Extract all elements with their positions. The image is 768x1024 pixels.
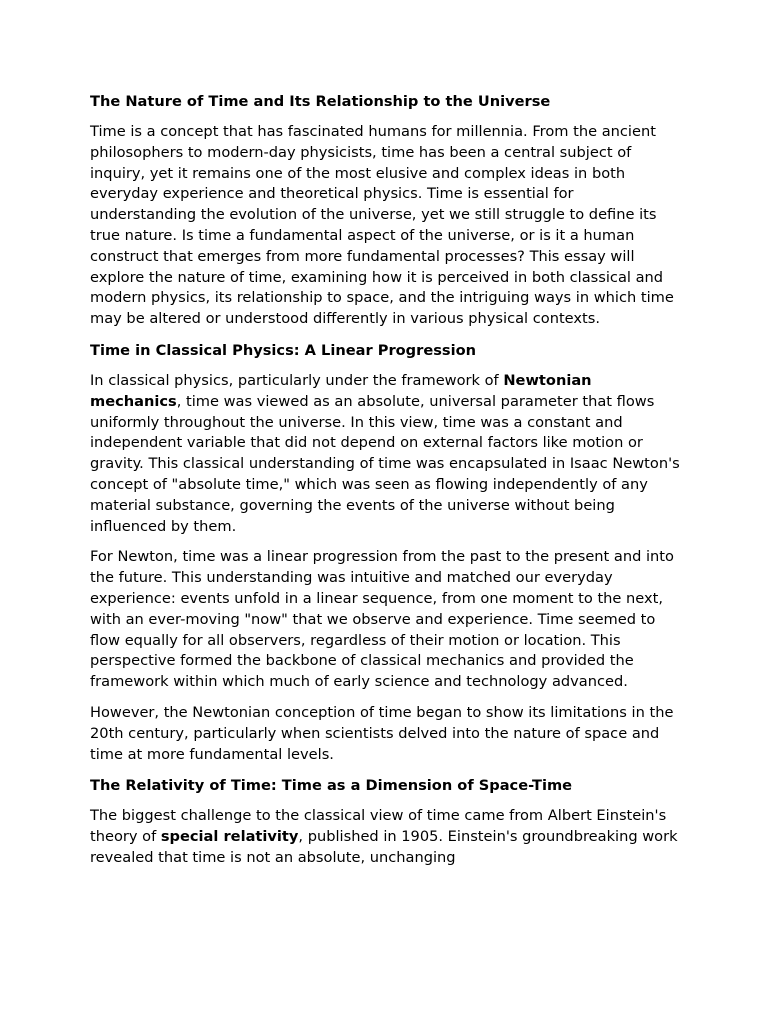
bold-term-special-relativity: special relativity (160, 828, 299, 846)
text-run: In classical physics, particularly under the framework of (90, 371, 504, 389)
section-heading-relativity: The Relativity of Time: Time as a Dimension of Space-Time (90, 777, 573, 795)
classical-paragraph-2: For Newton, time was a linear progression from the past to the present and into the future. This understanding was intuitive and matched our everyday experience: events unfold in a linear sequence, from one moment to the next, with an ever-moving "now" that we observe and experience. Time seemed to flow equally for all observers, regardless of their motion or location. This perspective formed the backbone of classical mechanics and provided the framework within which much of early science and technology advanced. (90, 548, 674, 691)
classical-paragraph-1 (90, 371, 680, 537)
text-run: , published in 1905. Einstein's groundbreaking work revealed that time is not an absolute, unchanging (90, 828, 678, 866)
document-page (90, 91, 680, 879)
text-run: The biggest challenge to the classical view of time came from Albert Einstein's theory of (90, 807, 667, 846)
bold-term-newtonian-mechanics: Newtonian mechanics (90, 371, 592, 410)
text-run: , time was viewed as an absolute, universal parameter that flows uniformly throughout the universe. In this view, time was a constant and independent variable that did not depend on external factors like motion or gravity. This classical understanding of time was encapsulated in Isaac Newton's concept of "absolute time," which was seen as flowing independently of any material substance, governing the events of the universe without being influenced by them. (90, 392, 680, 535)
section-heading-classical: Time in Classical Physics: A Linear Progression (90, 341, 477, 359)
intro-paragraph: Time is a concept that has fascinated humans for millennia. From the ancient philosophers to modern-day physicists, time has been a central subject of inquiry, yet it remains one of the most elusive and complex ideas in both everyday experience and theoretical physics. Time is essential for understanding the evolution of the universe, yet we still struggle to define its true nature. Is time a fundamental aspect of the universe, or is it a human construct that emerges from more fundamental processes? This essay will explore the nature of time, examining how it is perceived in both classical and modern physics, its relationship to space, and the intriguing ways in which time may be altered or understood differently in various physical contexts. (90, 123, 674, 328)
relativity-paragraph-1 (90, 806, 680, 868)
document-title: The Nature of Time and Its Relationship to the Universe (90, 93, 551, 110)
classical-paragraph-3: However, the Newtonian conception of time began to show its limitations in the 20th century, particularly when scientists delved into the nature of space and time at more fundamental levels. (90, 703, 674, 763)
